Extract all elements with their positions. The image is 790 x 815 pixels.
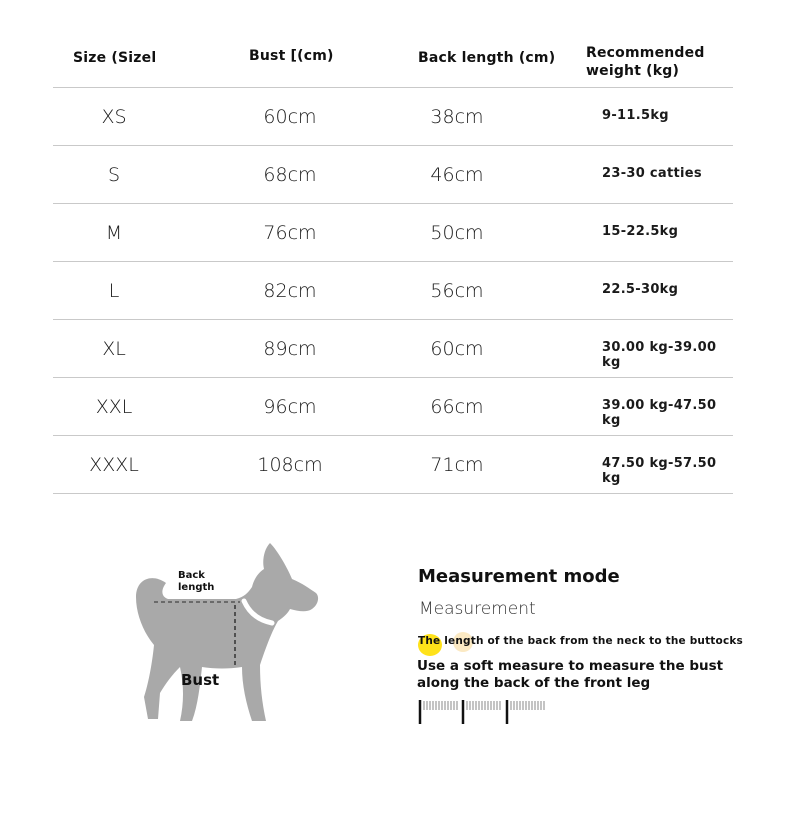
table-row [53, 378, 733, 436]
header-back-length: Back length (cm) [418, 50, 556, 66]
cell-weight: 23-30 catties [602, 166, 702, 181]
back-label-line2: length [178, 582, 215, 593]
back-length-instruction: The length of the back from the neck to the buttocks [418, 635, 743, 647]
table-row [53, 262, 733, 320]
size-table [53, 28, 733, 494]
header-recommended-line2: weight (kg) [586, 63, 680, 79]
cell-size: XS [101, 106, 127, 128]
bust-label: Bust [181, 671, 220, 689]
header-size: Size (Sizel [73, 50, 157, 66]
cell-bust: 108cm [257, 454, 323, 476]
cell-weight: 47.50 kg-57.50 kg [602, 456, 717, 486]
table-row [53, 146, 733, 204]
cell-bust: 60cm [263, 106, 317, 128]
cell-weight: 9-11.5kg [602, 108, 669, 123]
table-row [53, 88, 733, 146]
table-row [53, 320, 733, 378]
table-row [53, 436, 733, 494]
dog-silhouette-icon [130, 535, 365, 735]
cell-back-length: 66cm [430, 396, 484, 418]
cell-back-length: 38cm [430, 106, 484, 128]
table-row [53, 204, 733, 262]
measurement-subtitle: Measurement [419, 599, 536, 619]
measurement-mode-title: Measurement mode [418, 566, 620, 587]
cell-back-length: 60cm [430, 338, 484, 360]
cell-back-length: 50cm [430, 222, 484, 244]
cell-bust: 96cm [263, 396, 317, 418]
cell-bust: 89cm [263, 338, 317, 360]
cell-back-length: 46cm [430, 164, 484, 186]
cell-back-length: 71cm [430, 454, 484, 476]
ruler-icon [418, 698, 548, 726]
cell-back-length: 56cm [430, 280, 484, 302]
cell-weight: 15-22.5kg [602, 224, 679, 239]
bust-instruction: Use a soft measure to measure the bust along the back of the front leg [417, 658, 724, 691]
dog-diagram [130, 535, 365, 735]
cell-bust: 76cm [263, 222, 317, 244]
cell-size: L [108, 280, 120, 302]
back-label-line1: Back [178, 570, 205, 581]
header-recommended-line1: Recommended [586, 45, 705, 61]
cell-size: S [107, 164, 121, 186]
cell-size: XXXL [89, 454, 139, 476]
cell-weight: 30.00 kg-39.00 kg [602, 340, 717, 370]
cell-bust: 82cm [263, 280, 317, 302]
cell-weight: 39.00 kg-47.50 kg [602, 398, 717, 428]
cell-size: XL [102, 338, 126, 360]
back-length-label [178, 570, 214, 594]
cell-bust: 68cm [263, 164, 317, 186]
header-recommended-weight [586, 44, 726, 80]
cell-size: M [105, 222, 123, 244]
cell-weight: 22.5-30kg [602, 282, 679, 297]
cell-size: XXL [95, 396, 133, 418]
table-header [53, 28, 733, 88]
header-bust: Bust [(cm) [249, 48, 334, 64]
